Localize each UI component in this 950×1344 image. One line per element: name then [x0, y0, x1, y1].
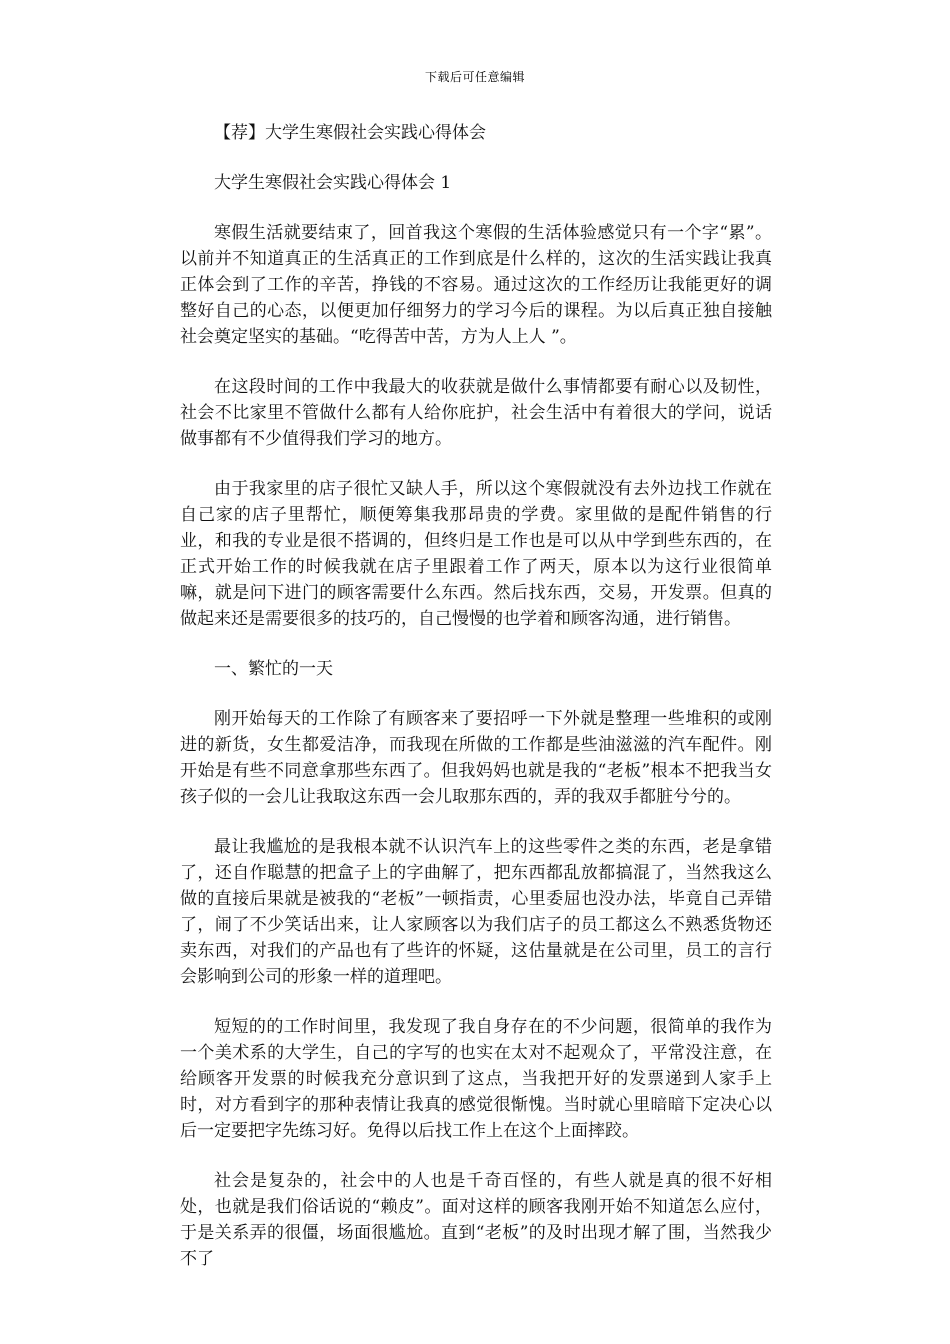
page-header-note: 下载后可任意编辑 [424, 70, 525, 84]
document-subtitle: 大学生寒假社会实践心得体会 1 [214, 173, 452, 193]
paragraph-7: 社会是复杂的，社会中的人也是千奇百怪的，有些人就是真的很不好相处，也就是我们俗话说的“赖皮”。面对这样的顾客我刚开始不知道怎么应付，于是关系弄的很僵，场面很尴尬。直到“老板”的及时出现才解了围，当然我少不了 [180, 1171, 772, 1269]
document-title: 【荐】大学生寒假社会实践心得体会 [214, 123, 486, 143]
paragraph-6: 短短的的工作时间里，我发现了我自身存在的不少问题，很简单的我作为一个美术系的大学生，自己的字写的也实在太对不起观众了，平常没注意，在给顾客开发票的时候我充分意识到了这点，当我把开好的发票递到人家手上时，对方看到字的那种表情让我真的感觉很惭愧。当时就心里暗暗下定决心以后一定要把字先练习好。免得以后找工作上在这个上面摔跤。 [180, 1017, 772, 1141]
paragraph-4: 刚开始每天的工作除了有顾客来了要招呼一下外就是整理一些堆积的或刚进的新货，女生都爱洁净，而我现在所做的工作都是些油滋滋的汽车配件。刚开始是有些不同意拿那些东西了。但我妈妈也就是我的“老板”根本不把我当女孩子似的一会儿让我取这东西一会儿取那东西的，弄的我双手都脏兮兮的。 [180, 709, 772, 807]
section-heading: 一、繁忙的一天 [214, 659, 333, 679]
paragraph-1: 寒假生活就要结束了，回首我这个寒假的生活体验感觉只有一个字“累”。以前并不知道真正的生活真正的工作到底是什么样的，这次的生活实践让我真正体会到了工作的辛苦，挣钱的不容易。通过这次的工作经历让我能更好的调整好自己的心态，以便更加仔细努力的学习今后的课程。为以后真正独自接触社会奠定坚实的基础。“吃得苦中苦，方为人上人 ”。 [180, 223, 772, 347]
paragraph-5: 最让我尴尬的是我根本就不认识汽车上的这些零件之类的东西，老是拿错了，还自作聪慧的把盒子上的字曲解了，把东西都乱放都搞混了，当然我这么做的直接后果就是被我的“老板”一顿指责，心里委屈也没办法，毕竟自己弄错了，闹了不少笑话出来，让人家顾客以为我们店子的员工都这么不熟悉货物还卖东西，对我们的产品也有了些许的怀疑，这估量就是在公司里，员工的言行会影响到公司的形象一样的道理吧。 [180, 837, 772, 987]
document-body [180, 120, 772, 1296]
paragraph-3: 由于我家里的店子很忙又缺人手，所以这个寒假就没有去外边找工作就在自己家的店子里帮忙，顺便筹集我那昂贵的学费。家里做的是配件销售的行业，和我的专业是很不搭调的，但终归是工作也是可以从中学到些东西的，在正式开始工作的时候我就在店子里跟着工作了两天，原本以为这行业很简单嘛，就是问下进门的顾客需要什么东西。然后找东西，交易，开发票。但真的做起来还是需要很多的技巧的，自己慢慢的也学着和顾客沟通，进行销售。 [180, 479, 772, 629]
paragraph-2: 在这段时间的工作中我最大的收获就是做什么事情都要有耐心以及韧性，社会不比家里不管做什么都有人给你庇护，社会生活中有着很大的学问，说话做事都有不少值得我们学习的地方。 [180, 377, 772, 449]
